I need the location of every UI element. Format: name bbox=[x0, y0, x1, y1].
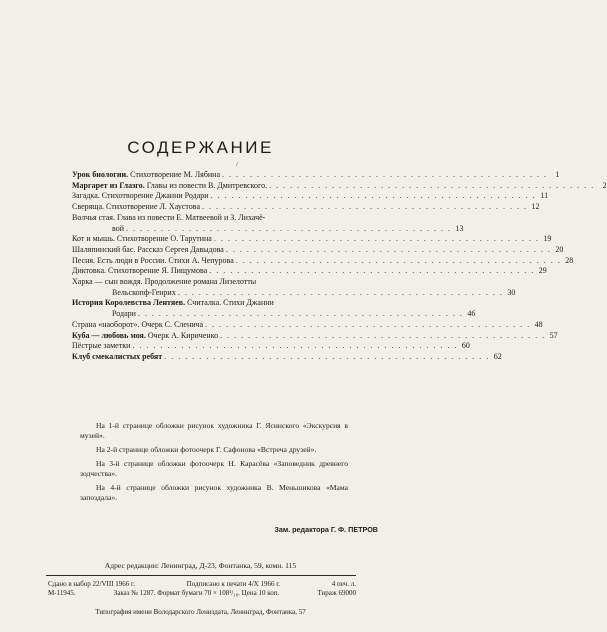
toc-entry-title: Страна «наоборот». Очерк С. Сленича bbox=[72, 319, 204, 329]
toc-entry bbox=[72, 351, 502, 363]
editor-line: Зам. редактора Г. Ф. ПЕТРОВ bbox=[274, 525, 378, 534]
toc-entry-title: Кот и мышь. Стихотворение О. Тарутина bbox=[72, 234, 212, 244]
toc-entry bbox=[72, 202, 540, 213]
toc-entry-dots: . . . . . . . . . . . . . . . . . . . . . . . . . . . . . . . . . . . . . . . . . . . . . . . bbox=[210, 191, 537, 201]
toc-entry-line bbox=[72, 255, 574, 267]
toc-entry-dots: . . . . . . . . . . . . . . . . . . . . . . . . . . . . . . . . . . . . . . . . . . . . . . . bbox=[205, 319, 531, 329]
imprint-row bbox=[48, 580, 356, 589]
toc-entry-title: Пёстрые заметки bbox=[72, 341, 131, 351]
toc-entry-title: Сверяща. Стихотворение Л. Хаустова bbox=[72, 202, 200, 212]
toc-entry-page: 48 bbox=[534, 319, 543, 329]
toc-entry-line bbox=[72, 319, 543, 331]
toc-entry-page: 57 bbox=[549, 330, 558, 340]
toc-entry-line bbox=[72, 180, 607, 192]
toc-entry-continuation-text: Родари bbox=[112, 309, 136, 319]
printer-line: Типография имени Володарского Лениздата, Ленинград, Фонтанка, 57 bbox=[95, 608, 306, 616]
toc-entry-title-bold: Урок биологии. bbox=[72, 170, 129, 179]
toc-entry-line bbox=[72, 330, 558, 342]
cover-note: На 3-й странице обложки фотоочерк Н. Карасёва «Заповедник древнего зодчества». bbox=[80, 459, 348, 478]
toc-entry bbox=[72, 298, 476, 319]
cover-note: На 4-й странице обложки рисунок художника В. Меньшикова «Мама запоздала». bbox=[80, 483, 348, 502]
toc-entry bbox=[72, 255, 574, 267]
toc-entry-line bbox=[72, 170, 560, 181]
toc-entry-dots: . . . . . . . . . . . . . . . . . . . . . . . . . . . . . . . . . . . . . . . . . . . . . . . bbox=[222, 170, 548, 179]
imprint-row bbox=[48, 589, 356, 598]
toc-entry-dots: . . . . . . . . . . . . . . . . . . . . . . . . . . . . . . . . . . . . . . . . . . . . . . . bbox=[177, 287, 504, 297]
divider bbox=[46, 575, 356, 576]
toc-entry-page: 28 bbox=[565, 255, 574, 265]
toc-entry bbox=[72, 341, 470, 352]
toc-entry-title: Урок биологии. Стихотворение М. Лябина bbox=[72, 170, 221, 179]
toc-entry bbox=[72, 234, 552, 245]
cover-note: На 2-й странице обложки фотоочерк Г. Сафонова «Встреча друзей». bbox=[96, 445, 317, 454]
toc-entry bbox=[72, 180, 607, 192]
toc-entry-line bbox=[72, 202, 540, 213]
toc-entry-title: Загадка. Стихотворение Джанни Родари bbox=[72, 191, 209, 201]
toc-entry-continuation bbox=[72, 287, 516, 299]
toc-entry-title-bold: Маргарет из Глазго. bbox=[72, 180, 145, 190]
imprint-cell: Сдано в набор 22/VIII 1966 г. bbox=[48, 580, 135, 588]
toc-entry-dots: . . . . . . . . . . . . . . . . . . . . . . . . . . . . . . . . . . . . . . . . . . . . . . . bbox=[126, 223, 452, 233]
toc-entry-dots: . . . . . . . . . . . . . . . . . . . . . . . . . . . . . . . . . . . . . . . . . . . . . . . bbox=[213, 234, 540, 244]
toc-entry-line bbox=[72, 244, 564, 256]
toc-entry-dots: . . . . . . . . . . . . . . . . . . . . . . . . . . . . . . . . . . . . . . . . . . . . . . . bbox=[137, 309, 464, 319]
toc-entry-page: 29 bbox=[538, 266, 547, 276]
toc-entry-page: 2 bbox=[602, 180, 607, 190]
toc-entry-dots: . . . . . . . . . . . . . . . . . . . . . . . . . . . . . . . . . . . . . . . . . . . . . . . bbox=[225, 244, 552, 254]
imprint-cell: Тираж 69000 bbox=[317, 589, 356, 598]
contents-title: СОДЕРЖАНИЕ bbox=[127, 138, 274, 157]
toc-entry-line bbox=[72, 191, 549, 202]
toc-entry-title bbox=[72, 352, 162, 363]
imprint-cell: 4 печ. л. bbox=[331, 580, 356, 588]
toc-entry-dots: . . . . . . . . . . . . . . . . . . . . . . . . . . . . . . . . . . . . . . . . . . . . . . . bbox=[209, 266, 535, 276]
editorial-address: Адрес редакции: Ленинград, Д-23, Фонтанка, 59, комн. 115 bbox=[104, 561, 297, 570]
toc-entry-dots: . . . . . . . . . . . . . . . . . . . . . . . . . . . . . . . . . . . . . . . . . . . . . . . bbox=[269, 180, 595, 190]
toc-entry-continuation-text: вой bbox=[112, 223, 125, 233]
toc-entry-page: 30 bbox=[507, 287, 516, 297]
toc-entry-title: Харка — сын вождя. Продолжение романа Лизелотты bbox=[72, 277, 257, 287]
toc-entry-line bbox=[72, 213, 348, 224]
toc-entry-dots: . . . . . . . . . . . . . . . . . . . . . . . . . . . . . . . . . . . . . . . . . . . . . . . bbox=[202, 202, 528, 212]
toc-entry bbox=[72, 266, 547, 277]
toc-entry-page: 62 bbox=[493, 351, 502, 361]
toc-entry-continuation bbox=[72, 223, 464, 235]
cover-note: На 1-й странице обложки рисунок художника Г. Ясинского «Экскурсия в музей». bbox=[80, 421, 348, 440]
toc-entry-page: 46 bbox=[467, 309, 476, 319]
toc-entry bbox=[72, 330, 558, 342]
toc-entry-dots: . . . . . . . . . . . . . . . . . . . . . . . . . . . . . . . . . . . . . . . . . . . . . . . bbox=[220, 330, 546, 340]
toc-entry-continuation bbox=[72, 309, 476, 320]
table-of-contents bbox=[72, 170, 607, 363]
toc-entry-page: 13 bbox=[455, 223, 464, 233]
toc-entry-title: Песня. Есть люди в России. Стихи А. Чепурова bbox=[72, 255, 234, 265]
toc-entry-line bbox=[72, 351, 502, 363]
toc-entry-title: История Королевства Лентяев. Считалка. Стихи Джанни bbox=[72, 298, 274, 308]
imprint-cell: М-11945. bbox=[48, 589, 76, 598]
toc-entry-line bbox=[72, 298, 348, 309]
toc-entry-line bbox=[72, 266, 547, 277]
toc-entry-line bbox=[72, 234, 552, 245]
toc-entry-page: 12 bbox=[531, 202, 540, 212]
toc-entry-title: Маргарет из Глазго. Главы из повести В. Дмитревского. bbox=[72, 180, 268, 190]
toc-entry-title-bold: История Королевства Лентяев. bbox=[72, 298, 186, 308]
toc-entry-dots: . . . . . . . . . . . . . . . . . . . . . . . . . . . . . . . . . . . . . . . . . . . . . . . bbox=[132, 341, 458, 351]
toc-entry bbox=[72, 244, 564, 256]
toc-entry-dots: . . . . . . . . . . . . . . . . . . . . . . . . . . . . . . . . . . . . . . . . . . . . . . . bbox=[164, 351, 490, 361]
toc-entry-line bbox=[72, 341, 470, 352]
imprint bbox=[48, 580, 356, 599]
toc-entry bbox=[72, 277, 516, 298]
imprint-cell: Подписано к печати 4/X 1966 г. bbox=[186, 580, 281, 588]
cover-notes bbox=[80, 421, 348, 507]
decorative-mark: / bbox=[236, 162, 238, 168]
toc-entry-title: Шаляпинский бас. Рассказ Сергея Давыдова bbox=[72, 244, 224, 254]
toc-entry-title-bold: Куба — любовь моя. bbox=[72, 330, 146, 340]
toc-entry-page: 11 bbox=[540, 191, 549, 201]
toc-entry-page: 60 bbox=[461, 341, 470, 351]
toc-entry bbox=[72, 319, 543, 331]
imprint-cell: Заказ № 1287. Формат бумаги 70 × 108¹/₁₆. Цена 10 коп. bbox=[113, 589, 280, 598]
toc-entry-line bbox=[72, 277, 348, 288]
toc-entry-title: Волчья стая. Глава из повести Е. Матвеевой и З. Лихачё- bbox=[72, 212, 266, 222]
toc-entry-dots: . . . . . . . . . . . . . . . . . . . . . . . . . . . . . . . . . . . . . . . . . . . . . . . bbox=[235, 255, 562, 265]
toc-entry bbox=[72, 191, 549, 202]
toc-entry-page: 1 bbox=[555, 170, 560, 179]
toc-entry-title: Куба — любовь моя. Очерк А. Кириченко bbox=[72, 330, 219, 340]
toc-entry bbox=[72, 212, 464, 234]
toc-entry-page: 19 bbox=[543, 234, 552, 244]
toc-entry-page: 20 bbox=[555, 244, 564, 254]
toc-entry-title-bold: Клуб смекалистых ребят bbox=[72, 351, 163, 361]
toc-entry-title: Диктовка. Стихотворение Я. Пищумова bbox=[72, 266, 208, 276]
toc-entry bbox=[72, 170, 560, 181]
toc-entry-continuation-text: Вельскопф-Генрих bbox=[112, 287, 176, 297]
